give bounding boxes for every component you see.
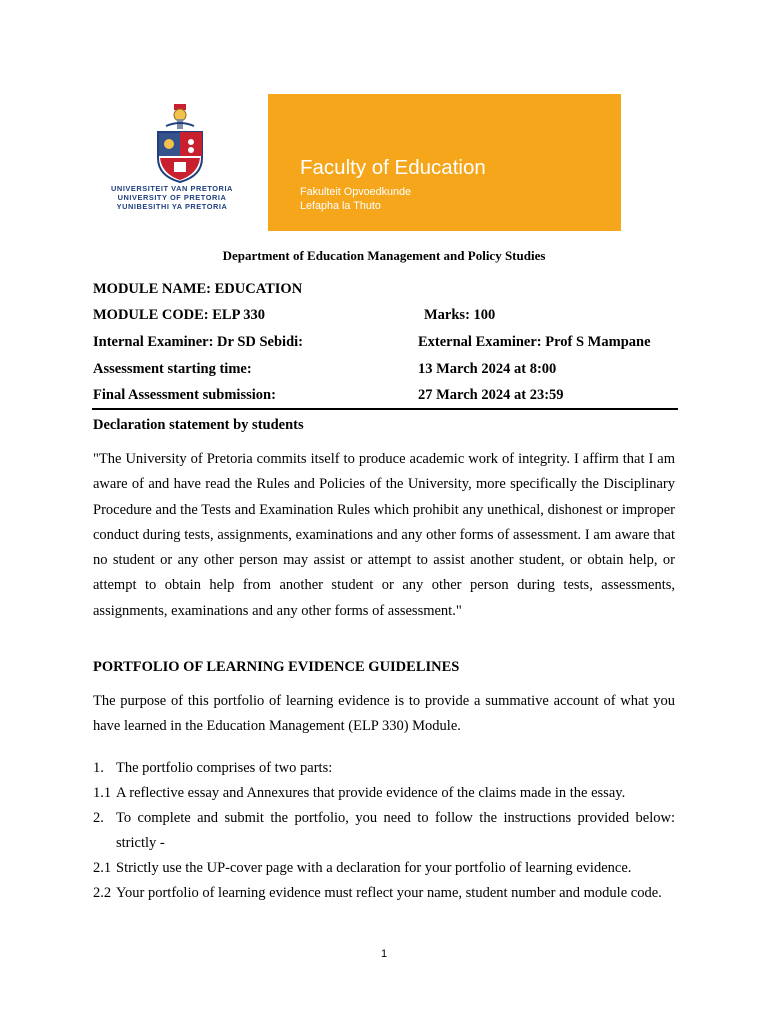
list-item-text: The portfolio comprises of two parts: bbox=[116, 760, 333, 776]
list-item bbox=[93, 806, 675, 857]
declaration-heading: Declaration statement by students bbox=[93, 417, 304, 433]
start-time-label: Assessment starting time: bbox=[93, 361, 252, 377]
module-code: MODULE CODE: ELP 330 bbox=[93, 307, 265, 323]
marks: Marks: 100 bbox=[424, 307, 496, 323]
list-item-text: To complete and submit the portfolio, you need to follow the instructions provided below: strictly - bbox=[116, 810, 675, 852]
submission-label: Final Assessment submission: bbox=[93, 387, 276, 403]
university-name-sepedi: YUNIBESITHI YA PRETORIA bbox=[116, 202, 228, 211]
list-item-number: 1.1 bbox=[93, 785, 112, 801]
guidelines-heading: PORTFOLIO OF LEARNING EVIDENCE GUIDELINES bbox=[93, 659, 460, 675]
external-examiner: External Examiner: Prof S Mampane bbox=[418, 334, 651, 350]
list-item-number: 2.1 bbox=[93, 860, 112, 876]
university-names bbox=[92, 184, 252, 211]
banner-subtitle-afrikaans: Fakulteit Opvoedkunde bbox=[300, 186, 412, 198]
list-item bbox=[93, 756, 675, 781]
module-name-text: MODULE NAME: EDUCATION bbox=[93, 281, 303, 297]
university-name-english: UNIVERSITY OF PRETORIA bbox=[117, 193, 227, 202]
internal-examiner: Internal Examiner: Dr SD Sebidi: bbox=[93, 334, 303, 350]
banner-title: Faculty of Education bbox=[300, 156, 486, 179]
declaration-text: "The University of Pretoria commits itself to produce academic work of integrity. I affirm that I am aware of and have read the Rules and Policies of the University, more specifically the Disciplinary Procedure and the Tests and Examination Rules which prohibit any unethical, dishonest or improper conduct during tests, assignments, examinations and any other forms of assessment. I am aware that no student or any other person may assist or attempt to assist another student, or obtain help, or attempt to obtain help from another student or any other person during tests, assessments, assignments, examinations and any other forms of assessment." bbox=[93, 451, 675, 619]
list-item-number: 2.2 bbox=[93, 885, 112, 901]
submission-value: 27 March 2024 at 23:59 bbox=[418, 387, 564, 403]
module-code-row bbox=[93, 307, 678, 324]
banner-subtitle-sepedi: Lefapha la Thuto bbox=[300, 200, 381, 212]
module-name bbox=[93, 281, 678, 298]
university-crest-icon bbox=[150, 102, 210, 184]
horizontal-divider bbox=[92, 408, 678, 410]
list-item-number: 2. bbox=[93, 810, 104, 826]
university-logo bbox=[92, 98, 252, 228]
faculty-banner bbox=[268, 94, 621, 231]
list-item bbox=[93, 781, 675, 806]
list-item-text: Your portfolio of learning evidence must reflect your name, student number and module code. bbox=[116, 885, 662, 901]
start-time-row bbox=[93, 361, 678, 378]
list-item-text: Strictly use the UP-cover page with a declaration for your portfolio of learning evidence. bbox=[116, 860, 632, 876]
submission-row bbox=[93, 387, 678, 404]
list-item bbox=[93, 881, 675, 906]
start-time-value: 13 March 2024 at 8:00 bbox=[418, 361, 557, 377]
examiners-row bbox=[93, 334, 678, 351]
list-item bbox=[93, 856, 675, 881]
guidelines-intro: The purpose of this portfolio of learning evidence is to provide a summative account of what you have learned in the Education Management (ELP 330) Module. bbox=[93, 693, 675, 735]
list-item-number: 1. bbox=[93, 760, 104, 776]
list-item-text: A reflective essay and Annexures that provide evidence of the claims made in the essay. bbox=[116, 785, 626, 801]
page-number: 1 bbox=[380, 948, 388, 960]
university-name-afrikaans: UNIVERSITEIT VAN PRETORIA bbox=[111, 184, 233, 193]
department-title: Department of Education Management and Policy Studies bbox=[222, 248, 546, 263]
